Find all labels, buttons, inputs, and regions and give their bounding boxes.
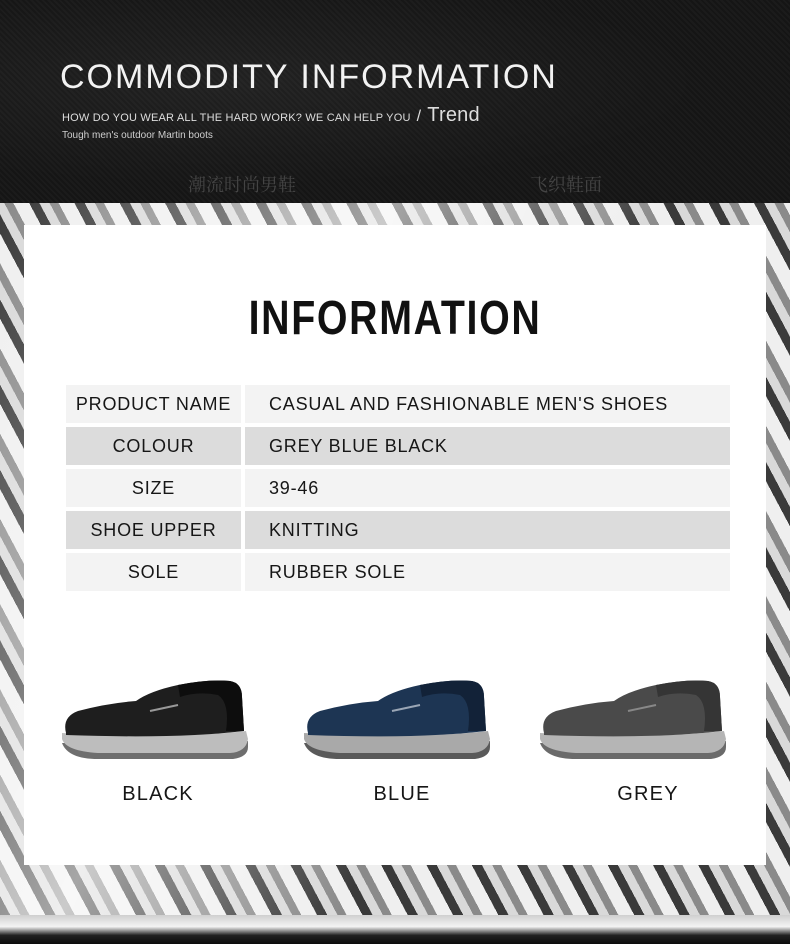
row-value: GREY BLUE BLACK [245, 427, 730, 465]
row-label: COLOUR [66, 427, 241, 465]
row-label: SHOE UPPER [66, 511, 241, 549]
shoe-icon [58, 673, 258, 773]
header-note: Tough men's outdoor Martin boots [62, 130, 213, 141]
row-label: SIZE [66, 469, 241, 507]
row-label: SOLE [66, 553, 241, 591]
shoe-icon [536, 673, 736, 773]
shoe-image-blue [300, 673, 500, 773]
tagline: Trend [427, 104, 480, 126]
header-banner [0, 0, 790, 205]
chinese-caption-left: 潮流时尚男鞋 [188, 175, 296, 196]
chinese-caption-right: 飞织鞋面 [530, 175, 602, 196]
variant-label-black: BLACK [122, 783, 194, 805]
table-row [66, 427, 730, 465]
row-value: RUBBER SOLE [245, 553, 730, 591]
table-row [66, 469, 730, 507]
info-heading: INFORMATION [248, 292, 542, 345]
subtitle-text: HOW DO YOU WEAR ALL THE HARD WORK? WE CAN HELP YOU [62, 112, 411, 124]
row-value: CASUAL AND FASHIONABLE MEN'S SHOES [245, 385, 730, 423]
table-row [66, 553, 730, 591]
shoe-icon [300, 673, 500, 773]
info-card [24, 225, 766, 865]
row-value: 39-46 [245, 469, 730, 507]
shoe-image-grey [536, 673, 736, 773]
page-title: COMMODITY INFORMATION [60, 58, 558, 96]
table-row [66, 511, 730, 549]
variant-label-grey: GREY [617, 783, 679, 805]
variant-label-blue: BLUE [373, 783, 431, 805]
subtitle-separator: / [416, 108, 422, 125]
header-subtitle [62, 104, 480, 127]
row-label: PRODUCT NAME [66, 385, 241, 423]
row-value: KNITTING [245, 511, 730, 549]
table-row [66, 385, 730, 423]
shoe-image-black [58, 673, 258, 773]
bottom-divider [0, 915, 790, 944]
spec-table [66, 385, 730, 595]
